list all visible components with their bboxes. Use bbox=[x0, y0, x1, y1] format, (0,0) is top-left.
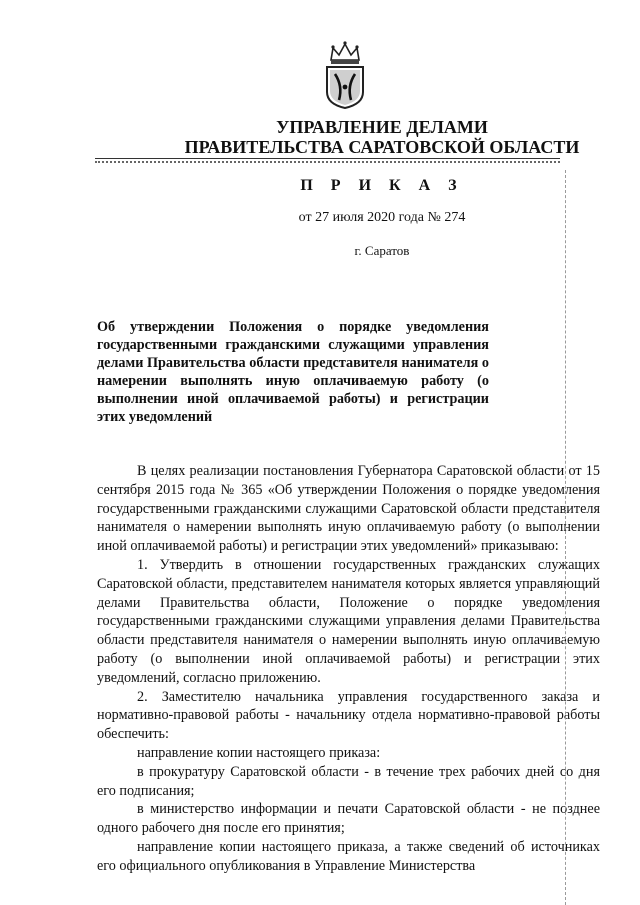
org-name-line2: ПРАВИТЕЛЬСТВА САРАТОВСКОЙ ОБЛАСТИ bbox=[184, 137, 580, 157]
saratov-coat-of-arms-icon bbox=[321, 40, 369, 110]
order-title: П Р И К А З bbox=[300, 177, 464, 194]
body-paragraph: в министерство информации и печати Саратовской области - не позднее одного рабочего дня после его принятия; bbox=[97, 801, 600, 837]
order-date-number: от 27 июля 2020 года № 274 bbox=[298, 210, 466, 225]
org-name-line1: УПРАВЛЕНИЕ ДЕЛАМИ bbox=[276, 117, 488, 137]
scan-fold-line bbox=[565, 170, 566, 905]
body-paragraph: направление копии настоящего приказа: bbox=[137, 744, 381, 761]
body-paragraph: В целях реализации постановления Губернатора Саратовской области от 15 сентября 2015 года № 365 «Об утверждении Положения о порядке уведомления государственными гражданскими служащими Саратовской области представителя нанимателя о намерении выполнять иную оплачиваемую работу (о выполнении иной оплачиваемой работы) и регистрации этих уведомлений» приказываю: bbox=[97, 463, 600, 555]
order-body bbox=[97, 462, 600, 876]
body-paragraph: 2. Заместителю начальника управления государственного заказа и нормативно-правовой работы - начальнику отдела нормативно-правовой работы обеспечить: bbox=[97, 688, 600, 743]
header-divider-dotted bbox=[95, 161, 560, 163]
body-paragraph: 1. Утвердить в отношении государственных гражданских служащих Саратовской области, представителем нанимателя которых является управляющий делами Правительства области, Положение о порядке уведомления государственными гражданскими служащими управления делами Правительства области представителя нанимателя о намерении выполнять иную оплачиваемую работу (о выполнении иной оплачиваемой работы) и регистрации этих уведомлений, согласно приложению. bbox=[97, 556, 600, 686]
header-divider bbox=[95, 158, 560, 159]
order-city: г. Саратов bbox=[354, 243, 410, 258]
order-subject: Об утверждении Положения о порядке уведомления государственными гражданскими служащими управления делами Правительства области представителя нанимателя о намерении выполнять иную оплачиваемую работу (о выполнении иной оплачиваемой работы) и регистрации этих уведомлений bbox=[97, 319, 489, 425]
body-paragraph: в прокуратуру Саратовской области - в течение трех рабочих дней со дня его подписания; bbox=[97, 763, 600, 799]
body-paragraph: направление копии настоящего приказа, а также сведений об источниках его официального опубликования в Управление Министерства bbox=[97, 838, 600, 874]
